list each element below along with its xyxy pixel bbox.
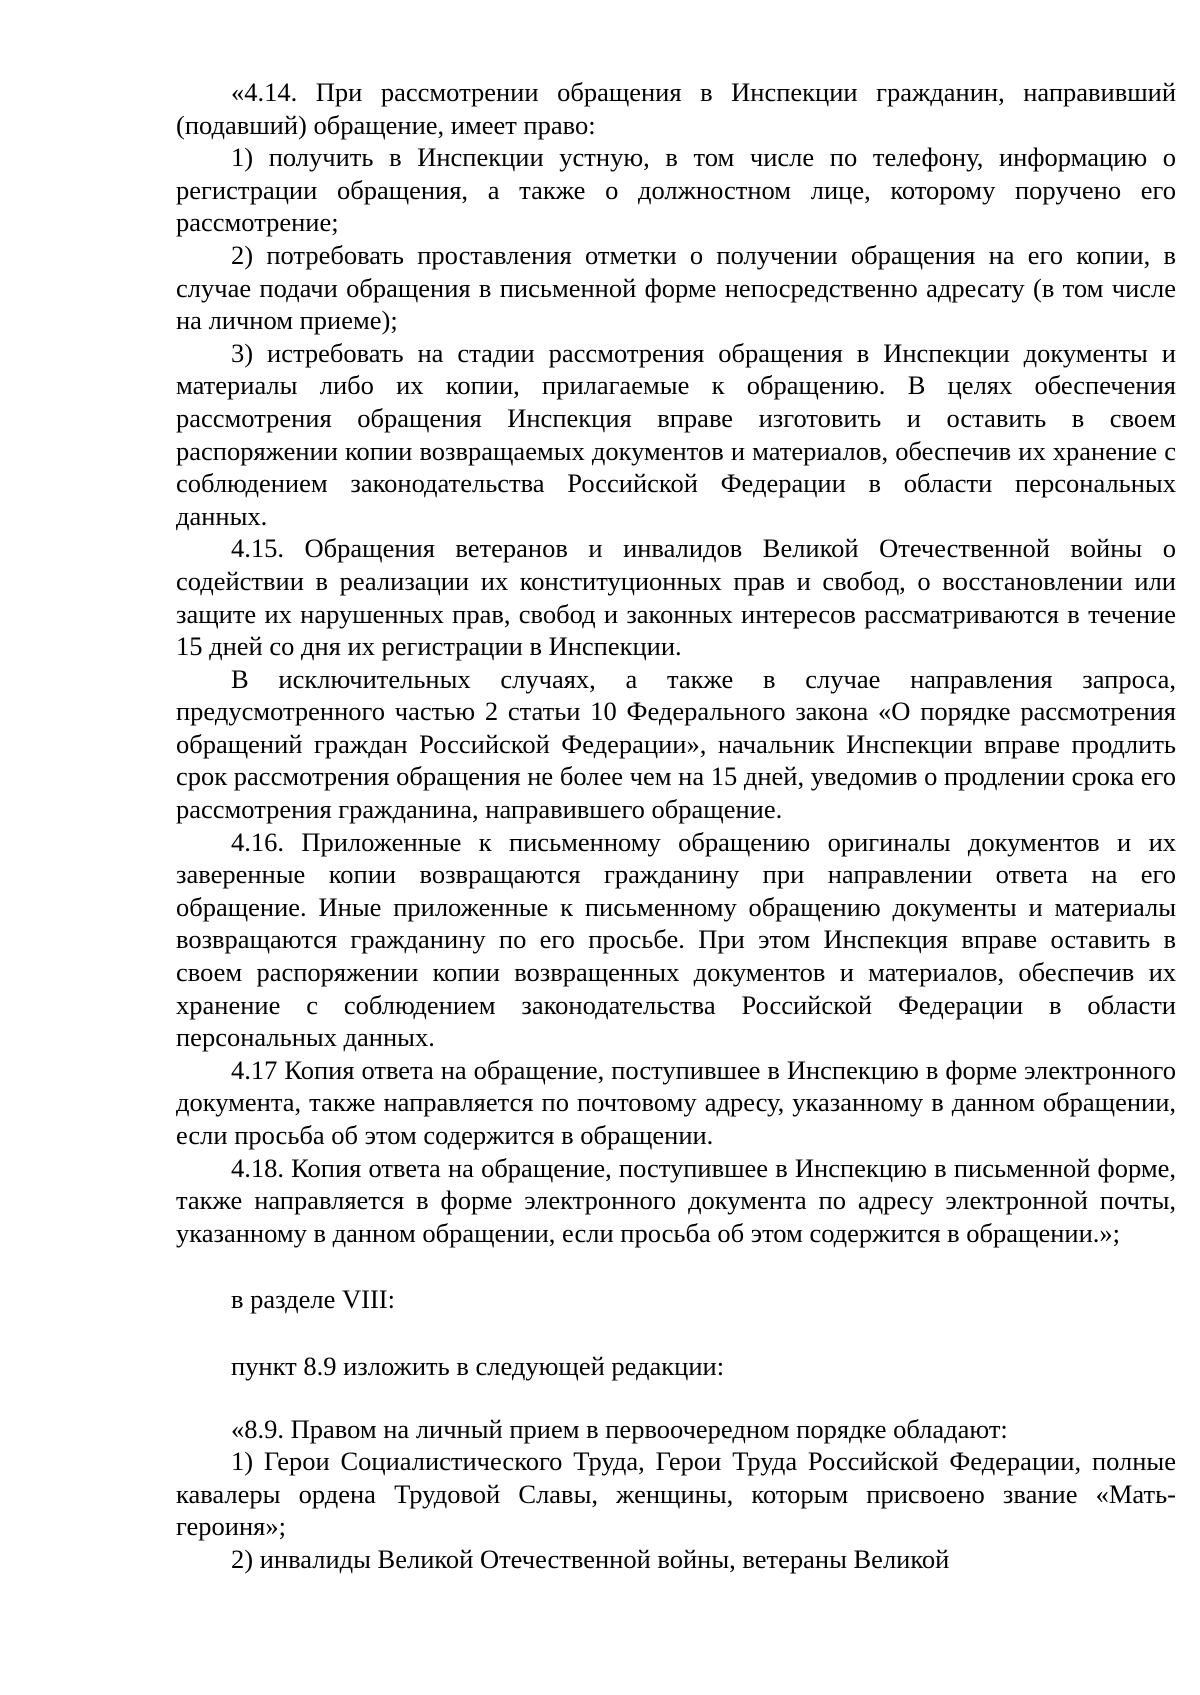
paragraph-4-15: 4.15. Обращения ветеранов и инвалидов Великой Отечественной войны о содействии в реализации их конституционных прав и свобод, о восстановлении или защите их нарушенных прав, свобод и законных интересов рассматриваются в течение 15 дней со дня их регистрации в Инспекции. — [176, 533, 1176, 662]
paragraph-4-15-extension: В исключительных случаях, а также в случае направления запроса, предусмотренного частью 2 статьи 10 Федерального закона «О порядке рассмотрения обращений граждан Российской Федерации», начальник Инспекции вправе продлить срок рассмотрения обращения не более чем на 15 дней, уведомив о продлении срока его рассмотрения гражданина, направившего обращение. — [176, 663, 1176, 825]
paragraph-4-14: «4.14. При рассмотрении обращения в Инспекции гражданин, направивший (подавший) обращение, имеет право: — [176, 77, 1176, 140]
paragraph-4-14-item-1: 1) получить в Инспекции устную, в том числе по телефону, информацию о регистрации обращения, а также о должностном лице, которому поручено его рассмотрение; — [176, 142, 1176, 238]
paragraph-8-9-item-1: 1) Герои Социалистического Труда, Герои Труда Российской Федерации, полные кавалеры ордена Трудовой Славы, женщины, которым присвоено звание «Мать-героиня»; — [176, 1446, 1176, 1542]
paragraph-4-18: 4.18. Копия ответа на обращение, поступившее в Инспекцию в письменной форме, также направляется в форме электронного документа по адресу электронной почты, указанному в данном обращении, если просьба об этом содержится в обращении.»; — [176, 1152, 1176, 1248]
section-viii-heading: в разделе VIII: — [231, 1284, 395, 1315]
point-8-9-instruction: пункт 8.9 изложить в следующей редакции: — [231, 1350, 725, 1381]
paragraph-8-9: «8.9. Правом на личный прием в первоочередном порядке обладают: — [231, 1413, 1008, 1444]
paragraph-4-17: 4.17 Копия ответа на обращение, поступившее в Инспекцию в форме электронного документа, также направляется по почтовому адресу, указанному в данном обращении, если просьба об этом содержится в обращении. — [176, 1054, 1176, 1150]
paragraph-4-14-item-2: 2) потребовать проставления отметки о получении обращения на его копии, в случае подачи обращения в письменной форме непосредственно адресату (в том числе на личном приеме); — [176, 239, 1176, 336]
document-body — [176, 76, 1176, 1576]
paragraph-8-9-item-2: 2) инвалиды Великой Отечественной войны, ветераны Великой — [231, 1543, 950, 1574]
paragraph-4-14-item-3: 3) истребовать на стадии рассмотрения обращения в Инспекции документы и материалы либо их копии, прилагаемые к обращению. В целях обеспечения рассмотрения обращения Инспекция вправе изготовить и оставить в своем распоряжении копии возвращаемых документов и материалов, обеспечив их хранение с соблюдением законодательства Российской Федерации в области персональных данных. — [176, 337, 1176, 531]
paragraph-4-16: 4.16. Приложенные к письменному обращению оригиналы документов и их заверенные копии возвращаются гражданину при направлении ответа на его обращение. Иные приложенные к письменному обращению документы и материалы возвращаются гражданину по его просьбе. При этом Инспекция вправе оставить в своем распоряжении копии возвращенных документов и материалов, обеспечив их хранение с соблюдением законодательства Российской Федерации в области персональных данных. — [176, 826, 1176, 1053]
